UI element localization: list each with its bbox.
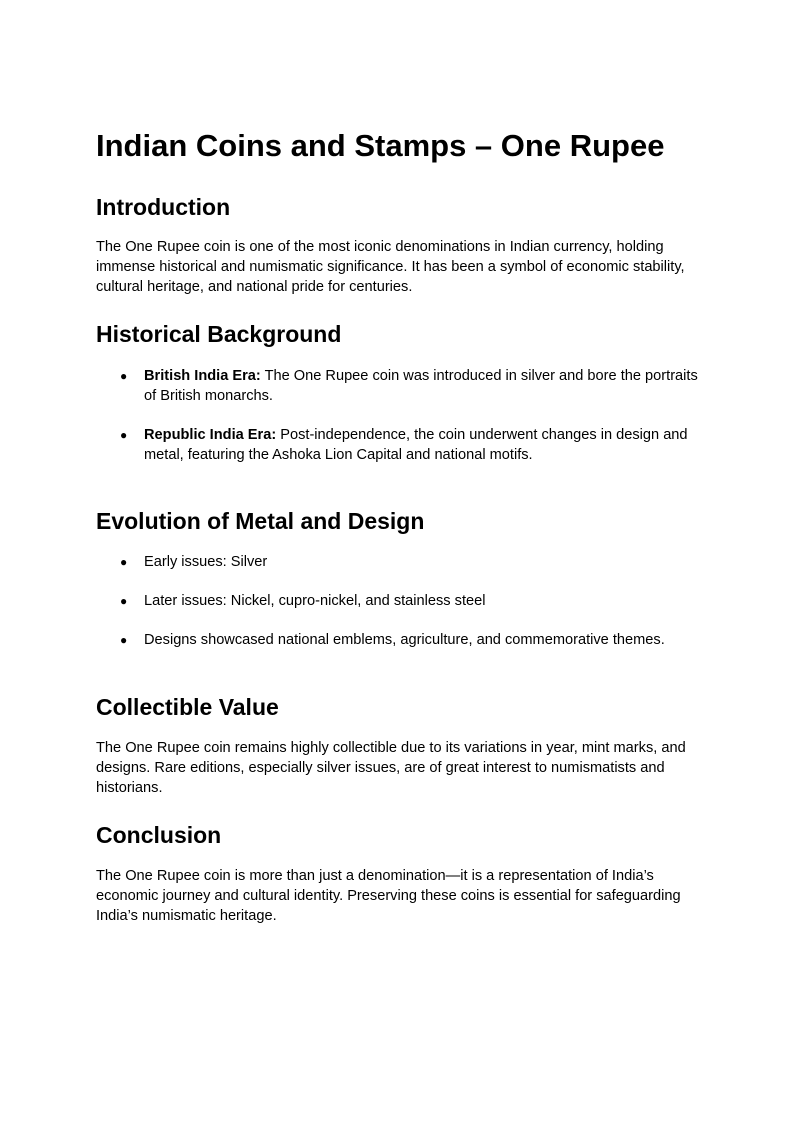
collectible-heading: Collectible Value	[96, 694, 279, 720]
collectible-paragraph: The One Rupee coin remains highly collectible due to its variations in year, mint marks, and designs. Rare editions, especially silver issues, are of great interest to numismatists and historians.	[96, 740, 686, 796]
history-item-republic	[96, 425, 700, 465]
history-term: British India Era:	[144, 368, 261, 384]
history-term: Republic India Era:	[144, 427, 277, 443]
list-item	[96, 630, 700, 650]
history-heading: Historical Background	[96, 321, 342, 347]
history-list	[96, 366, 700, 465]
conclusion-heading: Conclusion	[96, 822, 222, 848]
bullet-icon: ●	[120, 369, 128, 383]
conclusion-paragraph: The One Rupee coin is more than just a denomination—it is a representation of India’s economic journey and cultural identity. Preserving these coins is essential for safeguarding India’s numismatic heritage.	[96, 868, 681, 924]
evolution-heading: Evolution of Metal and Design	[96, 508, 425, 534]
history-item-british	[96, 366, 700, 406]
history-text: The One Rupee coin was introduced in silver and bore the portraits of British monarchs.	[144, 368, 698, 404]
evolution-item-text: Designs showcased national emblems, agriculture, and commemorative themes.	[144, 632, 665, 648]
list-item	[96, 552, 700, 572]
document-title: Indian Coins and Stamps – One Rupee	[96, 128, 665, 163]
bullet-icon: ●	[120, 555, 128, 569]
history-text: Post-independence, the coin underwent changes in design and metal, featuring the Ashoka Lion Capital and national motifs.	[144, 427, 688, 463]
bullet-icon: ●	[120, 428, 128, 442]
bullet-icon: ●	[120, 594, 128, 608]
evolution-item-text: Later issues: Nickel, cupro-nickel, and stainless steel	[144, 593, 486, 609]
bullet-icon: ●	[120, 633, 128, 647]
evolution-list	[96, 552, 700, 650]
evolution-item-text: Early issues: Silver	[144, 554, 268, 570]
introduction-paragraph: The One Rupee coin is one of the most iconic denominations in Indian currency, holding immense historical and numismatic significance. It has been a symbol of economic stability, cultural heritage, and national pride for centuries.	[96, 239, 685, 295]
introduction-heading: Introduction	[96, 194, 231, 220]
list-item	[96, 591, 700, 611]
